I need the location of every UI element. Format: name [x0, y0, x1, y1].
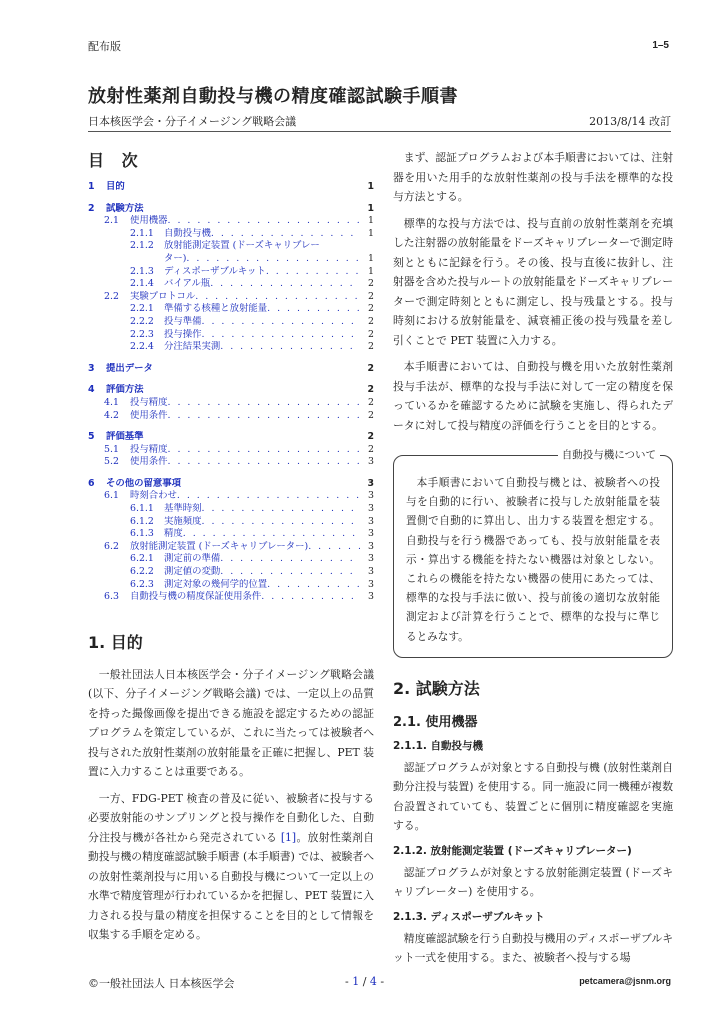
toc-leader-dots [168, 397, 360, 410]
toc-entry-number: 2 [88, 202, 95, 214]
toc-entry-title: ディスポーザブルキット [164, 265, 266, 277]
section-heading: 1. 目的 [88, 632, 143, 652]
toc-entry-title: 精度 [164, 528, 183, 540]
toc-entry-page: 1 [367, 181, 374, 192]
page-separator: / [359, 975, 370, 988]
toc-entry[interactable] [88, 228, 374, 241]
toc-entry-page: 3 [368, 578, 374, 590]
toc-entry[interactable] [88, 240, 374, 253]
toc-entry-page: 3 [368, 566, 374, 578]
paragraph: 本手順書においては、自動投与機を用いた放射性薬剤投与手法が、標準的な投与手法に対して一定の精度を保っているかを確認するために試験を実施し、得られたデータに対して投与精度の評価を行うことを目的とする。 [393, 360, 673, 432]
toc-entry-number: 2.1.4 [130, 278, 154, 290]
toc-leader-dots [220, 566, 360, 579]
toc-entry[interactable] [88, 397, 374, 410]
toc-entry-title: 放射能測定装置 (ドーズキャリブレーター) [130, 540, 309, 552]
toc-entry-number: 6.1 [104, 490, 119, 502]
page-prefix: - [345, 975, 353, 988]
paragraph-text: 一方、FDG-PET 検査の普及に従い、被験者に投与する必要放射能のサンプリングと投与操作を自動化した、自動分注投与機が各社から発売されている [88, 791, 374, 844]
toc-entry-title: 評価基準 [106, 431, 144, 443]
toc-entry-title: バイアル瓶 [164, 278, 211, 290]
toc-entry-number: 6.2.3 [130, 578, 154, 590]
toc-entry[interactable] [88, 410, 374, 423]
toc-entry-title: 投与精度 [130, 443, 168, 455]
toc-entry[interactable] [88, 329, 374, 342]
toc-entry-page: 2 [368, 290, 374, 302]
subsubsection-heading: 2.1.3. ディスポーザブルキット [393, 910, 545, 923]
toc-leader-dots [183, 528, 360, 541]
toc-entry-page: 1 [368, 265, 374, 277]
toc-entry-page: 3 [368, 528, 374, 540]
toc-entry-title: 提出データ [106, 362, 153, 374]
toc-entry-title: ター) [164, 252, 187, 264]
toc-entry-number: 6.2.1 [130, 553, 154, 565]
toc-entry-page: 2 [367, 431, 374, 443]
toc-leader-dots [177, 490, 360, 503]
toc-entry-title: 投与操作 [164, 328, 202, 340]
toc-leader-dots [202, 516, 360, 529]
toc-entry-number: 2.2.4 [130, 341, 154, 353]
toc-entry-number: 4.1 [104, 396, 119, 408]
toc-entry[interactable] [88, 444, 374, 457]
toc-leader-dots [267, 579, 360, 592]
toc-entry-title: 使用条件 [130, 456, 168, 468]
toc-entry-title: 分注結果実測 [164, 341, 221, 353]
subsection-heading: 2.1. 使用機器 [393, 714, 478, 730]
toc-entry-title: 測定対象の幾何学的位置 [164, 578, 268, 590]
toc-entry-page: 2 [368, 303, 374, 315]
toc-entry-title: 投与準備 [164, 315, 202, 327]
toc-entry[interactable] [88, 591, 374, 604]
toc-entry-page: 2 [368, 409, 374, 421]
toc-entry[interactable] [88, 341, 374, 354]
toc-entry[interactable] [88, 303, 374, 316]
toc-entry[interactable] [88, 291, 374, 304]
toc-entry[interactable] [88, 553, 374, 566]
toc-entry-page: 2 [368, 328, 374, 340]
subsubsection-heading: 2.1.1. 自動投与機 [393, 739, 484, 752]
citation-link[interactable]: [1] [280, 830, 297, 844]
toc-entry[interactable] [88, 253, 374, 266]
toc-entry-page: 3 [368, 540, 374, 552]
toc-entry-title: 時刻合わせ [130, 490, 177, 502]
toc-entry-page: 1 [368, 215, 374, 227]
right-column [393, 148, 673, 975]
title-rule [88, 131, 671, 132]
toc-entry-number: 2.2.1 [130, 303, 154, 315]
toc-leader-dots [308, 541, 360, 554]
page-current: 1 [352, 975, 360, 988]
toc-entry-number: 4.2 [104, 409, 119, 421]
toc-entry[interactable] [88, 541, 374, 554]
toc-leader-dots [168, 410, 360, 423]
toc-entry-page: 2 [368, 396, 374, 408]
toc-spacer [144, 384, 360, 397]
toc-entry[interactable] [88, 579, 374, 592]
section-1 [88, 630, 374, 945]
organization: 日本核医学会・分子イメージング戦略会議 [88, 115, 297, 128]
toc-leader-dots [168, 215, 360, 228]
page-suffix: - [376, 975, 385, 988]
toc-leader-dots [220, 341, 360, 354]
footer-email[interactable]: petcamera@jsnm.org [579, 976, 671, 986]
page-total-link[interactable]: 4 [369, 975, 377, 988]
toc-leader-dots [267, 303, 360, 316]
toc-entry-number: 6.1.3 [130, 528, 154, 540]
toc-leader-dots [220, 553, 360, 566]
toc-leader-dots [202, 503, 360, 516]
toc-entry-page: 1 [367, 202, 374, 214]
toc-leader-dots [202, 329, 360, 342]
toc-entry[interactable] [88, 490, 374, 503]
document-title: 放射性薬剤自動投与機の精度確認試験手順書 [88, 86, 458, 107]
footer-page-number [345, 975, 384, 988]
toc-entry[interactable] [88, 384, 374, 397]
info-box-text: 本手順書において自動投与機とは、被験者への投与を自動的に行い、被験者に投与した放射能量を装置側で自動的に算出し、出力する装置を想定する。自動投与を行う機器であっても、投与放射能量を表示・算出する機能を持たない機器は対象としない。これらの機能を持たない機器の使用にあたっては、標準的な投与手法に倣い、投与前後の適切な放射能測定および計算を行うことで、標準的な投与に準じるとみなす。 [406, 477, 660, 643]
paragraph-text: 。放射性薬剤自動投与機の精度確認試験手順書 (本手順書) では、被験者への放射性薬剤投与に用いる自動投与機について一定以上の水準で精度管理が行われているかを把握し、PET 装置に入力される投与量の精度を担保することを目的として情報を収集する手順を定める。 [88, 830, 374, 942]
toc-entry-number: 4 [88, 384, 95, 396]
toc-entry-page: 1 [368, 227, 374, 239]
subsubsection-heading: 2.1.2. 放射能測定装置 (ドーズキャリブレーター) [393, 844, 632, 857]
toc-spacer [153, 363, 360, 376]
toc-leader-dots [210, 278, 360, 291]
toc-entry-page: 2 [368, 443, 374, 455]
toc-entry-title: 測定前の準備 [164, 553, 221, 565]
toc-entry-title: 準備する核種と放射能量 [164, 303, 268, 315]
toc-entry-number: 5.1 [104, 443, 119, 455]
toc-spacer [125, 181, 360, 194]
toc-entry-number: 6.2.2 [130, 566, 154, 578]
toc-entry-page: 3 [368, 591, 374, 603]
toc-leader-dots [261, 591, 360, 604]
toc-leader-dots [168, 444, 360, 457]
toc-heading: 目 次 [88, 151, 144, 170]
toc-entry-number: 6.1.2 [130, 515, 154, 527]
toc-entry-number: 1 [88, 181, 95, 192]
toc-spacer [144, 203, 360, 216]
toc-entry[interactable] [88, 456, 374, 469]
revision-date: 2013/8/14 改訂 [589, 115, 671, 128]
toc-entry-page: 3 [367, 477, 374, 489]
toc-entry[interactable] [88, 203, 374, 216]
toc-entry-page: 2 [367, 362, 374, 374]
toc-entry-number: 2.1 [104, 215, 119, 227]
toc-entry[interactable] [88, 431, 374, 444]
toc-entry-number: 6.2 [104, 540, 119, 552]
toc-leader-dots [266, 266, 360, 279]
toc-leader-dots [195, 291, 360, 304]
left-column [88, 148, 374, 952]
toc-entry-number: 2.1.2 [130, 240, 154, 252]
toc-entry-title: 測定値の変動 [164, 566, 221, 578]
toc-entry-page: 3 [368, 515, 374, 527]
table-of-contents [88, 181, 374, 604]
section-2 [393, 676, 673, 968]
toc-spacer [144, 431, 360, 444]
toc-entry[interactable] [88, 181, 374, 194]
toc-leader-dots [186, 253, 360, 266]
toc-entry-number: 5.2 [104, 456, 119, 468]
toc-entry-page: 2 [368, 341, 374, 353]
toc-entry-title: 自動投与機 [164, 227, 211, 239]
toc-entry[interactable] [88, 478, 374, 491]
toc-entry-page [360, 240, 374, 253]
toc-entry-page: 3 [368, 490, 374, 502]
toc-entry[interactable] [88, 215, 374, 228]
toc-entry-number: 2.2.2 [130, 315, 154, 327]
paragraph: 一般社団法人日本核医学会・分子イメージング戦略会議 (以下、分子イメージング戦略会議) では、一定以上の品質を持った撮像画像を提出できる施設を認定するための認証プログラムを策定しているが、これに当たっては被験者へ投与された放射性薬剤の放射能量を正確に把握し、PET 装置に入力することは重要である。 [88, 667, 374, 779]
paragraph: 認証プログラムが対象とする放射能測定装置 (ドーズキャリブレーター) を使用する。 [393, 865, 673, 899]
toc-entry[interactable] [88, 503, 374, 516]
toc-entry-number: 6 [88, 477, 95, 489]
toc-leader-dots [202, 316, 360, 329]
info-box [393, 449, 673, 658]
toc-entry-page: 3 [368, 456, 374, 468]
toc-entry-number: 2.2.3 [130, 328, 154, 340]
paragraph: 認証プログラムが対象とする自動投与機 (放射性薬剤自動分注投与装置) を使用する。同一施設に同一機種が複数台設置されていても、装置ごとに個別に精度確認を実施する。 [393, 760, 673, 833]
toc-entry-number: 6.3 [104, 591, 119, 603]
toc-leader-dots [168, 456, 360, 469]
toc-entry-number: 6.1.1 [130, 503, 154, 515]
toc-spacer [181, 478, 360, 491]
toc-entry-number: 2.2 [104, 290, 119, 302]
toc-entry-title: 投与精度 [130, 396, 168, 408]
toc-entry-number: 3 [88, 362, 95, 374]
toc-entry[interactable] [88, 566, 374, 579]
toc-entry-page: 2 [367, 384, 374, 396]
toc-entry[interactable] [88, 363, 374, 376]
toc-entry-title: 使用条件 [130, 409, 168, 421]
toc-entry-page: 3 [368, 553, 374, 565]
toc-entry[interactable] [88, 516, 374, 529]
toc-entry-title: その他の留意事項 [106, 477, 182, 489]
toc-entry-page: 2 [368, 315, 374, 327]
toc-entry[interactable] [88, 278, 374, 291]
toc-entry[interactable] [88, 316, 374, 329]
toc-entry-page: 3 [368, 503, 374, 515]
toc-entry-title: 実施頻度 [164, 515, 202, 527]
toc-spacer [320, 240, 360, 253]
toc-entry-title: 試験方法 [106, 202, 144, 214]
toc-entry-page: 2 [368, 278, 374, 290]
toc-entry-number: 2.1.1 [130, 227, 154, 239]
toc-entry-number: 5 [88, 431, 95, 443]
toc-entry[interactable] [88, 528, 374, 541]
toc-entry-title: 目的 [106, 181, 125, 192]
section-heading: 2. 試験方法 [393, 678, 480, 698]
toc-entry-title: 評価方法 [106, 384, 144, 396]
toc-entry-title: 使用機器 [130, 215, 168, 227]
toc-entry-title: 放射能測定装置 (ドーズキャリブレー [164, 240, 320, 252]
footer-copyright: ©一般社団法人 日本核医学会 [88, 977, 235, 990]
paragraph: まず、認証プログラムおよび本手順書においては、注射器を用いた用手的な放射性薬剤の投与手法を標準的な投与方法とする。 [393, 151, 673, 203]
info-box-title: 自動投与機について [558, 447, 660, 462]
running-header-page: 1–5 [652, 40, 669, 51]
toc-leader-dots [211, 228, 360, 241]
paragraph: 精度確認試験を行う自動投与機用のディスポーザブルキット一式を使用する。また、被験者へ投与する場 [393, 931, 673, 965]
toc-entry-title: 自動投与機の精度保証使用条件 [130, 591, 262, 603]
toc-entry[interactable] [88, 266, 374, 279]
paragraph [88, 789, 374, 945]
paragraph: 標準的な投与方法では、投与直前の放射性薬剤を充填した注射器の放射能量をドーズキャリブレーターで測定時刻とともに記録を行う。その後、投与直後に抜針し、注射器を含めた投与ルートの放射能量をドーズキャリブレーターで測定時刻とともに測定し、投与残量とする。投与時刻における放射能量を、減衰補正後の投与残量を差し引くことで PET 装置に入力する。 [393, 216, 673, 347]
toc-entry-number: 2.1.3 [130, 265, 154, 277]
toc-entry-title: 実験プロトコル [130, 290, 196, 302]
running-header-label: 配布版 [88, 40, 121, 53]
toc-entry-title: 基準時刻 [164, 503, 202, 515]
toc-entry-page: 1 [368, 252, 374, 264]
